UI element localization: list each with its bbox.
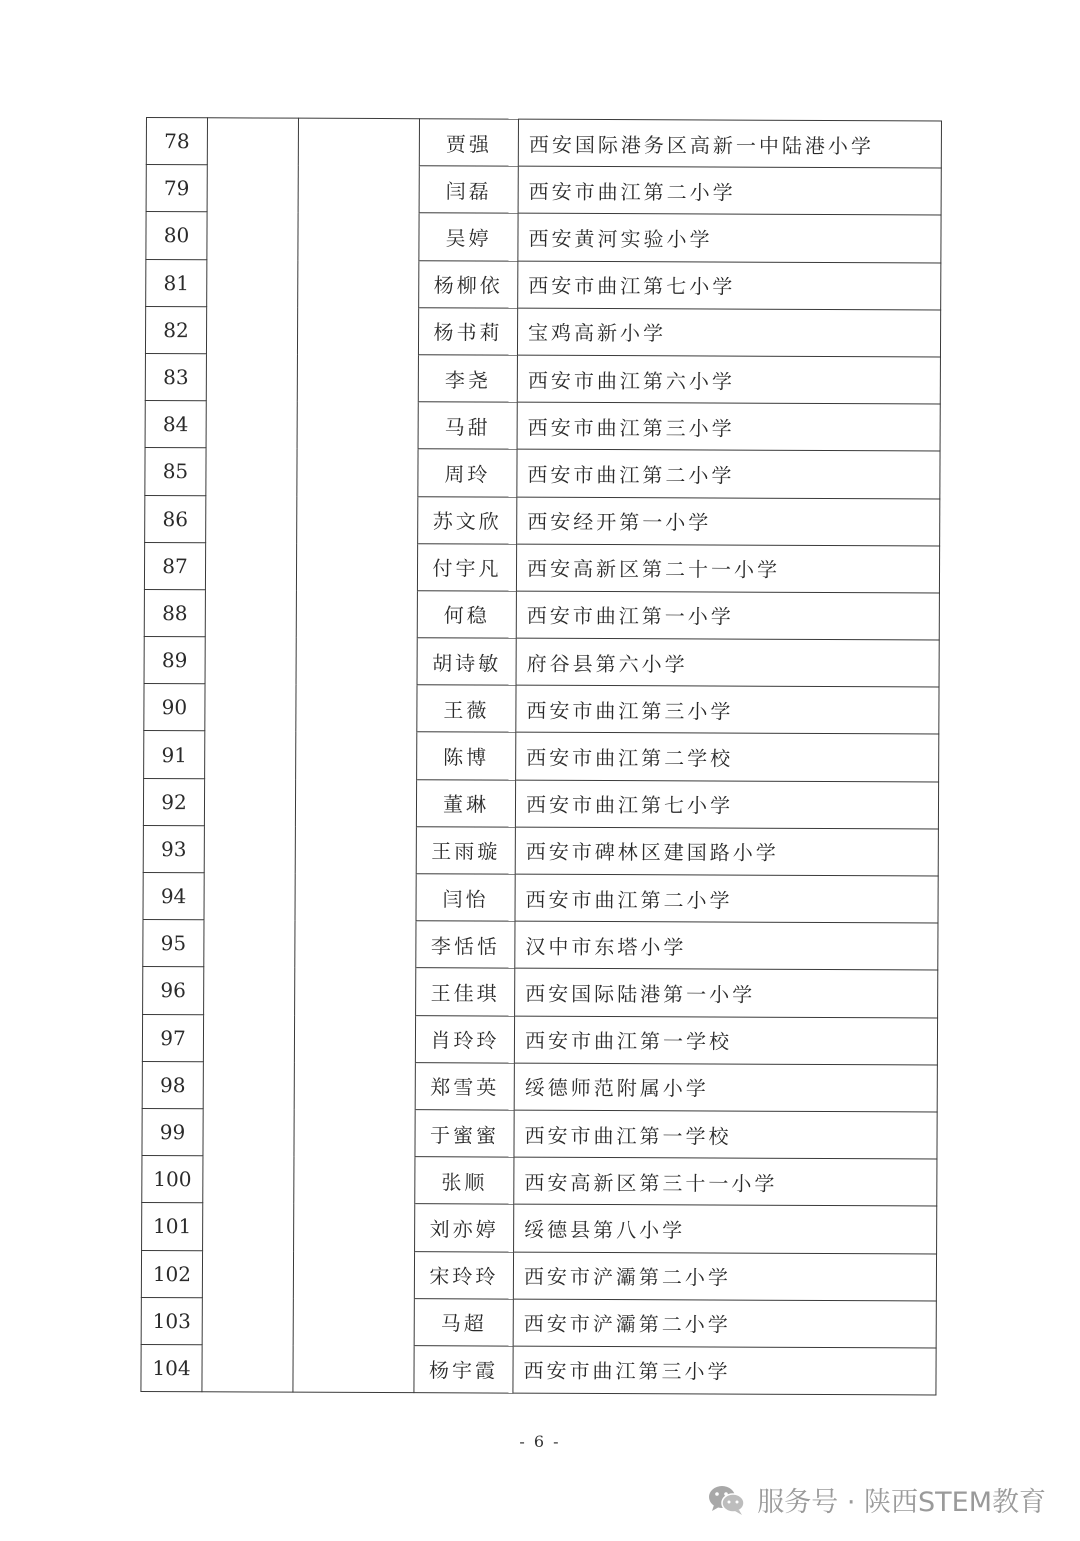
blank-cell (203, 1156, 294, 1204)
blank-cell (297, 401, 418, 449)
blank-cell (202, 1250, 293, 1298)
blank-cell (293, 1345, 414, 1393)
school-name-cell: 西安高新区第三十一小学 (514, 1157, 937, 1206)
school-name-cell: 府谷县第六小学 (516, 638, 939, 687)
blank-cell (207, 259, 298, 307)
blank-cell (206, 354, 297, 402)
table-row (143, 967, 938, 1018)
table-row (143, 825, 938, 876)
page-number: - 6 - (519, 1432, 561, 1451)
table-row (145, 448, 940, 499)
watermark-text: 服务号 · 陕西STEM教育 (757, 1487, 1046, 1518)
person-name-cell: 于蜜蜜 (415, 1110, 514, 1158)
watermark (707, 1480, 1046, 1519)
blank-cell (294, 1156, 415, 1204)
person-name-cell: 王佳琪 (416, 968, 515, 1016)
row-number-cell: 89 (144, 637, 205, 684)
row-number-cell: 104 (141, 1344, 202, 1391)
blank-cell (205, 590, 296, 638)
person-name-cell: 郑雪英 (415, 1062, 514, 1110)
table-row (146, 165, 941, 216)
person-name-cell: 董琳 (416, 779, 515, 827)
blank-cell (297, 307, 418, 355)
row-number-cell: 101 (142, 1203, 203, 1250)
blank-cell (295, 968, 416, 1016)
blank-cell (296, 637, 417, 685)
blank-cell (294, 1062, 415, 1110)
person-name-cell: 贾强 (419, 119, 518, 167)
table-row (143, 778, 938, 829)
blank-cell (206, 448, 297, 496)
blank-cell (204, 873, 295, 921)
school-name-cell: 汉中市东塔小学 (515, 921, 938, 970)
row-number-cell: 80 (146, 212, 207, 259)
row-number-cell: 103 (141, 1297, 202, 1344)
school-name-cell: 西安市曲江第二小学 (518, 166, 941, 215)
blank-cell (296, 543, 417, 591)
school-name-cell: 西安市曲江第一学校 (514, 1110, 937, 1159)
blank-cell (203, 1014, 294, 1062)
blank-cell (294, 1109, 415, 1157)
table-row (143, 872, 938, 923)
person-name-cell: 苏文欣 (418, 496, 517, 544)
table-row (146, 212, 941, 263)
blank-cell (295, 873, 416, 921)
person-name-cell: 李尧 (418, 355, 517, 403)
person-name-cell: 付宇凡 (417, 543, 516, 591)
blank-cell (204, 920, 295, 968)
table-row (145, 353, 940, 404)
blank-cell (207, 165, 298, 213)
table-row (146, 259, 941, 310)
table-row (144, 684, 939, 735)
blank-cell (293, 1298, 414, 1346)
table-row (144, 589, 939, 640)
blank-cell (298, 118, 419, 166)
roster-table-body (141, 118, 942, 1396)
blank-cell (203, 1203, 294, 1251)
school-name-cell: 西安市曲江第七小学 (515, 780, 938, 829)
person-name-cell: 陈博 (417, 732, 516, 780)
person-name-cell: 吴婷 (419, 213, 518, 261)
blank-cell (295, 826, 416, 874)
school-name-cell: 绥德县第八小学 (514, 1204, 937, 1253)
school-name-cell: 西安市曲江第六小学 (517, 355, 940, 404)
blank-cell (298, 260, 419, 308)
school-name-cell: 西安经开第一小学 (517, 497, 940, 546)
row-number-cell: 82 (145, 306, 206, 353)
school-name-cell: 西安高新区第二十一小学 (516, 544, 939, 593)
school-name-cell: 宝鸡高新小学 (517, 308, 940, 357)
blank-cell (205, 542, 296, 590)
row-number-cell: 86 (145, 495, 206, 542)
table-row (142, 1014, 937, 1065)
person-name-cell: 刘亦婷 (415, 1204, 514, 1252)
row-number-cell: 83 (145, 353, 206, 400)
roster-table (140, 117, 942, 1396)
blank-cell (203, 1109, 294, 1157)
blank-cell (205, 684, 296, 732)
school-name-cell: 绥德师范附属小学 (514, 1063, 937, 1112)
blank-cell (295, 779, 416, 827)
table-row (142, 1108, 937, 1159)
blank-cell (298, 165, 419, 213)
blank-cell (203, 1062, 294, 1110)
school-name-cell: 西安市曲江第三小学 (513, 1346, 936, 1395)
table-row (142, 1061, 937, 1112)
person-name-cell: 王薇 (417, 685, 516, 733)
row-number-cell: 84 (145, 401, 206, 448)
blank-cell (202, 1297, 293, 1345)
table-row (144, 731, 939, 782)
blank-cell (204, 826, 295, 874)
person-name-cell: 闫磊 (419, 166, 518, 214)
blank-cell (296, 732, 417, 780)
school-name-cell: 西安国际陆港第一小学 (515, 968, 938, 1017)
school-name-cell: 西安黄河实验小学 (518, 213, 941, 262)
person-name-cell: 闫怡 (416, 874, 515, 922)
person-name-cell: 张顺 (415, 1157, 514, 1205)
blank-cell (207, 212, 298, 260)
blank-cell (296, 590, 417, 638)
person-name-cell: 何稳 (417, 591, 516, 639)
row-number-cell: 92 (143, 778, 204, 825)
row-number-cell: 102 (141, 1250, 202, 1297)
blank-cell (295, 920, 416, 968)
row-number-cell: 100 (142, 1156, 203, 1203)
person-name-cell: 宋玲玲 (414, 1251, 513, 1299)
blank-cell (204, 967, 295, 1015)
row-number-cell: 90 (144, 684, 205, 731)
table-row (141, 1297, 936, 1348)
blank-cell (206, 307, 297, 355)
school-name-cell: 西安市浐灞第二小学 (513, 1252, 936, 1301)
table-row (141, 1250, 936, 1301)
person-name-cell: 杨柳依 (419, 260, 518, 308)
school-name-cell: 西安市浐灞第二小学 (513, 1299, 936, 1348)
table-row (145, 401, 940, 452)
row-number-cell: 88 (144, 589, 205, 636)
row-number-cell: 98 (142, 1061, 203, 1108)
blank-cell (293, 1251, 414, 1299)
table-row (141, 1344, 936, 1395)
school-name-cell: 西安市曲江第二小学 (515, 874, 938, 923)
person-name-cell: 杨书莉 (418, 307, 517, 355)
table-row (145, 495, 940, 546)
blank-cell (296, 684, 417, 732)
row-number-cell: 87 (144, 542, 205, 589)
blank-cell (202, 1345, 293, 1393)
school-name-cell: 西安市曲江第二小学 (517, 449, 940, 498)
row-number-cell: 97 (142, 1014, 203, 1061)
row-number-cell: 81 (146, 259, 207, 306)
person-name-cell: 杨宇霞 (414, 1346, 513, 1394)
school-name-cell: 西安市曲江第一学校 (514, 1016, 937, 1065)
blank-cell (206, 401, 297, 449)
blank-cell (206, 495, 297, 543)
table-row (143, 920, 938, 971)
school-name-cell: 西安国际港务区高新一中陆港小学 (518, 119, 941, 168)
school-name-cell: 西安市曲江第七小学 (518, 261, 941, 310)
blank-cell (294, 1015, 415, 1063)
row-number-cell: 85 (145, 448, 206, 495)
person-name-cell: 马超 (414, 1298, 513, 1346)
blank-cell (294, 1203, 415, 1251)
blank-cell (297, 496, 418, 544)
row-number-cell: 79 (146, 165, 207, 212)
blank-cell (297, 354, 418, 402)
school-name-cell: 西安市碑林区建国路小学 (515, 827, 938, 876)
row-number-cell: 96 (143, 967, 204, 1014)
row-number-cell: 99 (142, 1108, 203, 1155)
blank-cell (205, 637, 296, 685)
blank-cell (204, 778, 295, 826)
person-name-cell: 马甜 (418, 402, 517, 450)
table-row (146, 118, 941, 169)
row-number-cell: 91 (144, 731, 205, 778)
blank-cell (207, 118, 298, 166)
table-row (144, 542, 939, 593)
table-row (145, 306, 940, 357)
school-name-cell: 西安市曲江第三小学 (516, 685, 939, 734)
blank-cell (205, 731, 296, 779)
row-number-cell: 94 (143, 872, 204, 919)
table-row (142, 1156, 937, 1207)
table-row (142, 1203, 937, 1254)
row-number-cell: 78 (146, 118, 207, 165)
blank-cell (297, 448, 418, 496)
row-number-cell: 93 (143, 825, 204, 872)
wechat-icon (707, 1484, 747, 1516)
school-name-cell: 西安市曲江第二学校 (516, 733, 939, 782)
person-name-cell: 胡诗敏 (417, 638, 516, 686)
person-name-cell: 周玲 (418, 449, 517, 497)
school-name-cell: 西安市曲江第一小学 (516, 591, 939, 640)
blank-cell (298, 213, 419, 261)
person-name-cell: 李恬恬 (416, 921, 515, 969)
person-name-cell: 肖玲玲 (415, 1015, 514, 1063)
table-row (144, 637, 939, 688)
person-name-cell: 王雨璇 (416, 826, 515, 874)
row-number-cell: 95 (143, 920, 204, 967)
school-name-cell: 西安市曲江第三小学 (517, 402, 940, 451)
